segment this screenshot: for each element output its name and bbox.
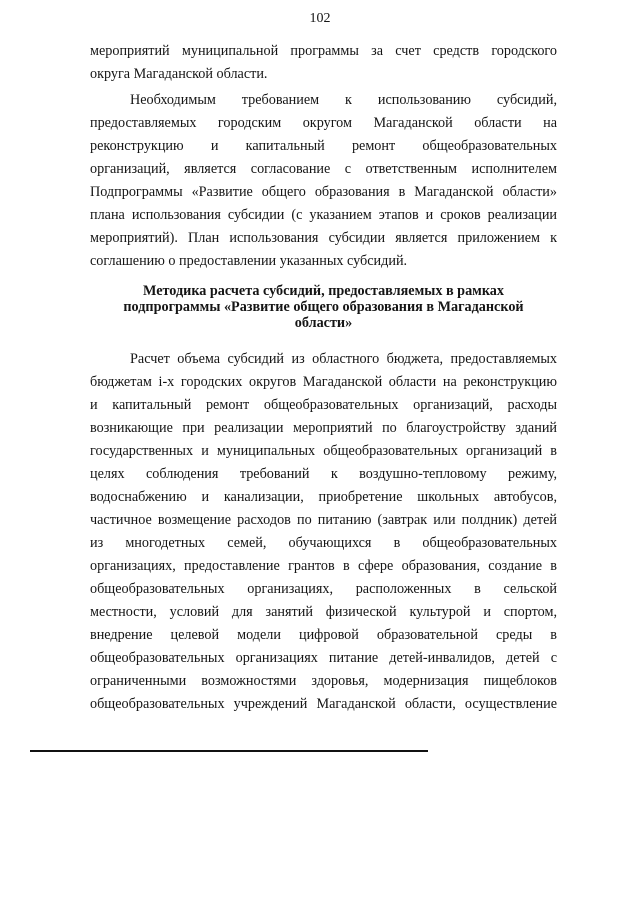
paragraph-line: реконструкцию и капитальный ремонт общеобразовательных xyxy=(90,138,557,154)
paragraph-line: округа Магаданской области. xyxy=(90,66,268,82)
paragraph-line: общеобразовательных учреждений Магаданской области, осуществление xyxy=(90,696,557,712)
paragraph-line: и капитальный ремонт общеобразовательных организаций, расходы xyxy=(90,397,557,413)
paragraph-line: из многодетных семей, обучающихся в общеобразовательных xyxy=(90,535,557,551)
footnote-divider xyxy=(30,750,428,752)
section-heading: области» xyxy=(294,315,353,331)
paragraph-line: ограниченными возможностями здоровья, модернизация пищеблоков xyxy=(90,673,557,689)
section-heading: подпрограммы «Развитие общего образования в Магаданской xyxy=(123,299,524,315)
paragraph-line: водоснабжению и канализации, приобретение школьных автобусов, xyxy=(90,489,557,505)
paragraph-line: мероприятий). План использования субсидии является приложением к xyxy=(90,230,557,246)
paragraph-line: плана использования субсидии (с указанием этапов и сроков реализации xyxy=(90,207,557,223)
paragraph-line: Необходимым требованием к использованию субсидий, xyxy=(130,92,557,108)
section-heading: Методика расчета субсидий, предоставляемых в рамках xyxy=(143,283,504,299)
paragraph-line: общеобразовательных организациях, расположенных в сельской xyxy=(90,581,557,597)
paragraph-line: частичное возмещение расходов по питанию (завтрак или полдник) детей xyxy=(90,512,557,528)
paragraph-line: соглашению о предоставлении указанных субсидий. xyxy=(90,253,408,269)
paragraph-line: предоставляемых городским округом Магаданской области на xyxy=(90,115,557,131)
paragraph-line: организаций, является согласование с ответственным исполнителем xyxy=(90,161,557,177)
paragraph-line: мероприятий муниципальной программы за счет средств городского xyxy=(90,43,557,59)
page-number: 102 xyxy=(309,11,331,26)
paragraph-line: Подпрограммы «Развитие общего образования в Магаданской области» xyxy=(90,184,557,200)
paragraph-line: местности, условий для занятий физической культурой и спортом, xyxy=(90,604,557,620)
paragraph-line: бюджетам i-х городских округов Магаданской области на реконструкцию xyxy=(90,374,557,390)
paragraph-line: организациях, предоставление грантов в сфере образования, создание в xyxy=(90,558,557,574)
paragraph-line: целях соблюдения требований к воздушно-тепловому режиму, xyxy=(90,466,557,482)
paragraph-line: государственных и муниципальных общеобразовательных организаций в xyxy=(90,443,557,459)
paragraph-line: внедрение целевой модели цифровой образовательной среды в xyxy=(90,627,557,643)
paragraph-line: общеобразовательных организациях питание детей-инвалидов, детей с xyxy=(90,650,557,666)
paragraph-line: возникающие при реализации мероприятий по благоустройству зданий xyxy=(90,420,557,436)
paragraph-line: Расчет объема субсидий из областного бюджета, предоставляемых xyxy=(130,351,557,367)
